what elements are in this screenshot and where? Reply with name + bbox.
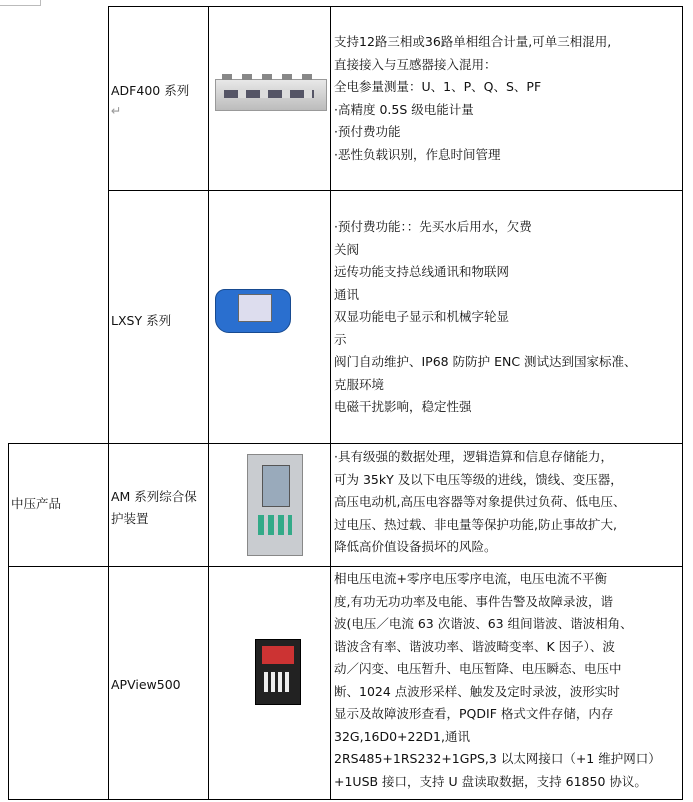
image-cell: [208, 566, 330, 800]
adf400-meter-image: [215, 79, 327, 111]
model-cell: [108, 566, 208, 800]
model-line: 护装置: [111, 511, 149, 526]
model-name: [111, 486, 197, 530]
line: 关阀: [334, 241, 360, 257]
line: 示: [334, 331, 347, 347]
model-line: AM 系列综合保: [111, 489, 197, 504]
line: 相电压电流+零序电压零序电流，电压电流不平衡: [334, 571, 607, 586]
model-cell: [108, 6, 208, 191]
category-name: 中压产品: [11, 496, 62, 511]
line: ·预付费功能：：先买水后用水，欠费: [334, 219, 532, 234]
image-cell: [208, 190, 330, 444]
description: [331, 31, 611, 166]
line: 波(电压／电流 63 次谐波、63 组间谐波、谐波相角、: [334, 616, 633, 631]
line: 过电压、热过载、非电量等保护功能,防止事故扩大,: [334, 516, 617, 532]
description-cell: [330, 6, 683, 191]
model-cell: [108, 190, 208, 444]
line: 动／闪变、电压暂升、电压暂降、电压瞬态、电压中: [334, 661, 622, 676]
model-name: ADF400 系列: [111, 83, 190, 98]
line: 显示及故障波形查看，PQDIF 格式文件存储，内存: [334, 706, 614, 721]
water-meter-image: [215, 289, 291, 333]
apview500-device-image: [255, 639, 301, 705]
protection-device-image: [247, 454, 303, 556]
line: 全电参量测量：U、1、P、Q、S、PF: [334, 79, 542, 94]
image-cell: [208, 443, 330, 567]
line: 可为 35kY 及以下电压等级的进线，馈线、变压器，: [334, 471, 623, 487]
category-cell: [8, 566, 108, 800]
line: 2RS485+1RS232+1GPS,3 以太网接口（+1 维护网口）: [334, 751, 661, 766]
model-name: LXSY 系列: [111, 313, 172, 328]
line: 32G,16D0+22D1,通讯: [334, 728, 470, 744]
line: ·具有级强的数据处理，逻辑造算和信息存储能力，: [334, 449, 613, 464]
description: [331, 446, 625, 559]
line: ·恶性负载识别，作息时间管理: [334, 146, 501, 162]
description-cell: [330, 443, 683, 567]
line: ·高精度 0.5S 级电能计量: [334, 101, 474, 117]
line: 电磁干扰影响，稳定性强: [334, 399, 472, 414]
description-cell: [330, 566, 683, 800]
model-name: APView500: [111, 677, 181, 692]
line: 支持12路三相或36路单相组合计量,可单三相混用,: [334, 34, 612, 49]
model-cell: [108, 443, 208, 567]
image-cell: [208, 6, 330, 191]
line: 高压电动机,高压电容器等对象提供过负荷、低电压、: [334, 494, 626, 509]
line: 断、1024 点波形采样、触发及定时录波，波形实时: [334, 683, 620, 699]
line: 阀门自动维护、IP68 防防护 ENC 测试达到国家标准、: [334, 354, 637, 369]
line: 度,有功无功功率及电能、事件告警及故障录波，谐: [334, 593, 613, 609]
line: ·预付费功能: [334, 124, 401, 139]
line: 通讯: [334, 286, 360, 302]
line: 谐波含有率、谐波功率、谐波畸变率、K 因子）、波: [334, 638, 615, 654]
page-corner-mark: [0, 0, 41, 6]
line: 降低高价值设备损坏的风险。: [334, 539, 497, 554]
paragraph-mark: ↵: [111, 103, 122, 118]
line: 直接接入与互感器接入混用：: [334, 56, 497, 72]
category-cell: [8, 443, 108, 567]
line: 双显功能电子显示和机械字轮显: [334, 309, 510, 324]
line: +1USB 接口，支持 U 盘读取数据，支持 61850 协议。: [334, 773, 647, 789]
description: [331, 216, 637, 419]
line: 远传功能支持总线通讯和物联网: [334, 264, 510, 279]
line: 克服环境: [334, 376, 385, 392]
description: [331, 568, 661, 793]
description-cell: [330, 190, 683, 444]
